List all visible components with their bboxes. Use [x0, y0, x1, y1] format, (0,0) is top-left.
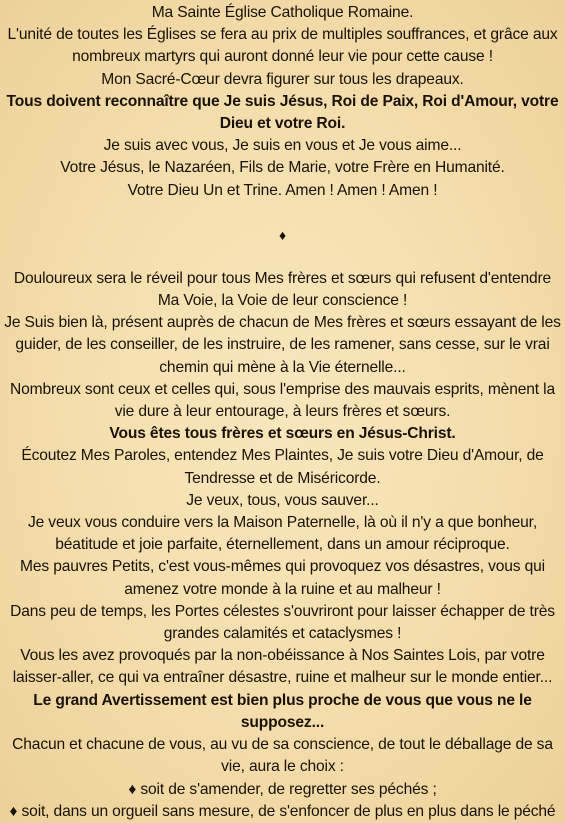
- text-line: Je suis avec vous, Je suis en vous et Je vous aime...: [103, 137, 462, 155]
- text-line: Vous les avez provoqués par la non-obéissance à Nos Saintes Lois, par votre: [20, 647, 545, 665]
- text-line: Mes pauvres Petits, c'est vous-mêmes qui provoquez vos désastres, vous qui: [20, 558, 545, 576]
- text-line: Mon Sacré-Cœur devra figurer sur tous les drapeaux.: [101, 70, 464, 88]
- text-line: laisser-aller, ce qui va entraîner désastre, ruine et malheur sur le monde entier...: [12, 669, 553, 687]
- bold-line: Le grand Avertissement est bien plus proche de vous que vous ne le: [33, 691, 532, 709]
- text-line: Dans peu de temps, les Portes célestes s'ouvriront pour laisser échapper de très: [10, 602, 555, 620]
- text-line: Nombreux sont ceux et celles qui, sous l'emprise des mauvais esprits, mènent la: [10, 380, 555, 398]
- bold-line: Dieu et votre Roi.: [219, 115, 346, 133]
- text-line: Tendresse et de Miséricorde.: [184, 469, 381, 487]
- text-line: Écoutez Mes Paroles, entendez Mes Plaintes, Je suis votre Dieu d'Amour, de: [21, 447, 544, 465]
- text-line: amenez votre monde à la ruine et au malheur !: [124, 580, 441, 598]
- text-line: vie dure à leur entourage, à leurs frères et sœurs.: [114, 403, 451, 421]
- text-line: grandes calamités et cataclysmes !: [163, 625, 402, 643]
- text-line: Votre Dieu Un et Trine. Amen ! Amen ! Amen !: [127, 181, 438, 199]
- diamond-separator-icon: ♦: [279, 226, 286, 243]
- bullet-line: ♦ soit, dans un orgueil sans mesure, de s'enfoncer de plus en plus dans le péché: [9, 802, 556, 820]
- bold-line: Tous doivent reconnaître que Je suis Jésus, Roi de Paix, Roi d'Amour, votre: [6, 92, 559, 110]
- text-line: Ma Voie, la Voie de leur conscience !: [157, 292, 408, 310]
- text-line: béatitude et joie parfaite, éternellement, dans un amour réciproque.: [55, 536, 510, 554]
- text-line: Votre Jésus, le Nazaréen, Fils de Marie, votre Frère en Humanité.: [60, 159, 505, 177]
- text-line: guider, de les conseiller, de les instruire, de les ramener, sans cesse, sur le vrai: [15, 336, 550, 354]
- text-line: chemin qui mène à la Vie éternelle...: [159, 358, 406, 376]
- text-line: Douloureux sera le réveil pour tous Mes frères et sœurs qui refusent d'entendre: [13, 269, 552, 287]
- text-line: Je Suis bien là, présent auprès de chacun de Mes frères et sœurs essayant de les: [4, 314, 561, 332]
- text-line: Ma Sainte Église Catholique Romaine.: [151, 4, 414, 21]
- bold-line: Vous êtes tous frères et sœurs en Jésus-Christ.: [109, 425, 456, 443]
- text-line: Je veux vous conduire vers la Maison Paternelle, là où il n'y a que bonheur,: [27, 514, 538, 532]
- text-line: L'unité de toutes les Églises se fera au prix de multiples souffrances, et grâce aux: [7, 26, 558, 44]
- text-line: nombreux martyrs qui auront donné leur vie pour cette cause !: [72, 48, 493, 66]
- text-line: Chacun et chacune de vous, au vu de sa conscience, de tout le déballage de sa: [12, 736, 553, 754]
- bullet-line: ♦ soit de s'amender, de regretter ses péchés ;: [128, 780, 437, 798]
- bold-line: supposez...: [240, 713, 325, 731]
- text-line: vie, aura le choix :: [221, 758, 344, 776]
- text-line: Je veux, tous, vous sauver...: [186, 491, 379, 509]
